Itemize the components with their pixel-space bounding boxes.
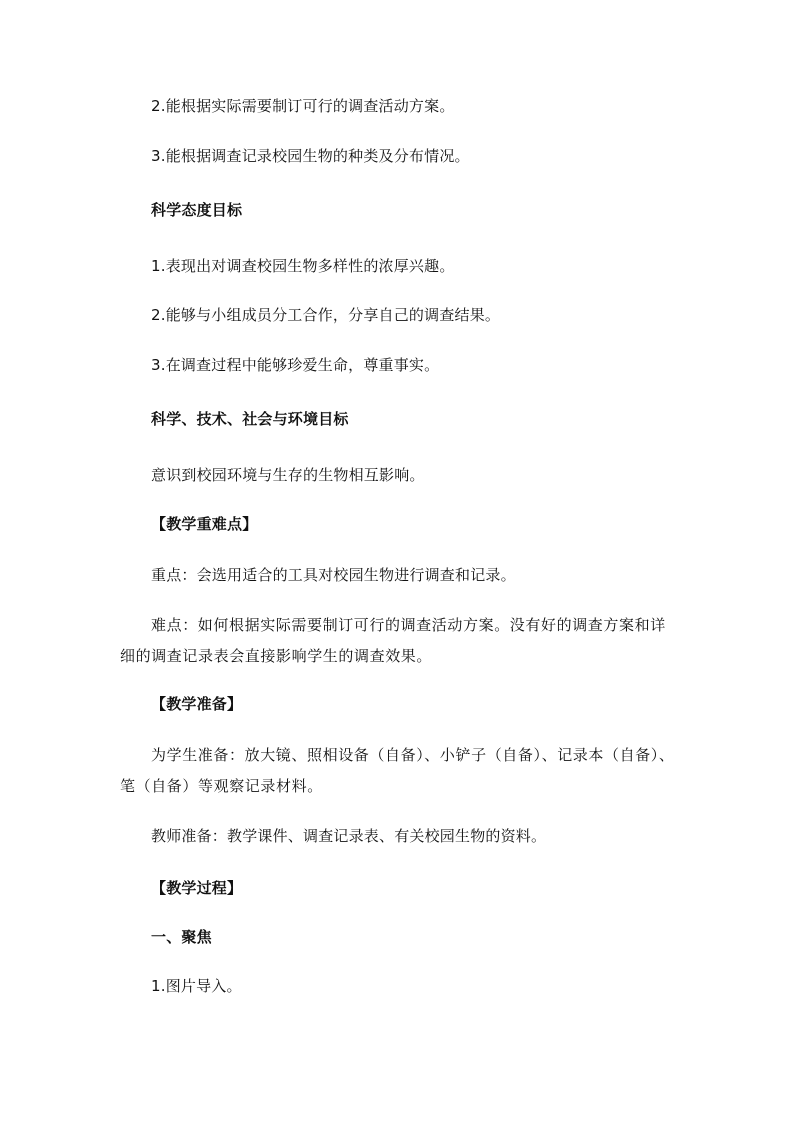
attitude-item-2: 2.能够与小组成员分工合作，分享自己的调查结果。 [151,306,501,324]
section-heading-sts: 科学、技术、社会与环境目标 [151,410,349,428]
subheading-focus: 一、聚焦 [151,928,212,946]
attitude-item-1: 1.表现出对调查校园生物多样性的浓厚兴趣。 [151,257,455,275]
process-step-1: 1.图片导入。 [151,977,242,995]
section-heading-attitude: 科学态度目标 [151,201,243,219]
teacher-preparation: 教师准备：教学课件、调查记录表、有关校园生物的资料。 [151,827,547,845]
section-heading-key-points: 【教学重难点】 [151,515,258,533]
difficult-point: 难点：如何根据实际需要制订可行的调查活动方案。没有好的调查方案和详细的调查记录表会直接影响学生的调查效果。 [120,616,666,665]
objective-item-3: 3.能根据调查记录校园生物的种类及分布情况。 [151,147,470,165]
attitude-item-3: 3.在调查过程中能够珍爱生命，尊重事实。 [151,356,440,374]
key-point: 重点：会选用适合的工具对校园生物进行调查和记录。 [151,566,516,584]
student-preparation: 为学生准备：放大镜、照相设备（自备）、小铲子（自备）、记录本（自备）、笔（自备）等观察记录材料。 [120,746,675,795]
section-heading-process: 【教学过程】 [151,879,243,897]
objective-item-2: 2.能根据实际需要制订可行的调查活动方案。 [151,97,455,115]
sts-item: 意识到校园环境与生存的生物相互影响。 [151,466,425,484]
section-heading-preparation: 【教学准备】 [151,695,243,713]
